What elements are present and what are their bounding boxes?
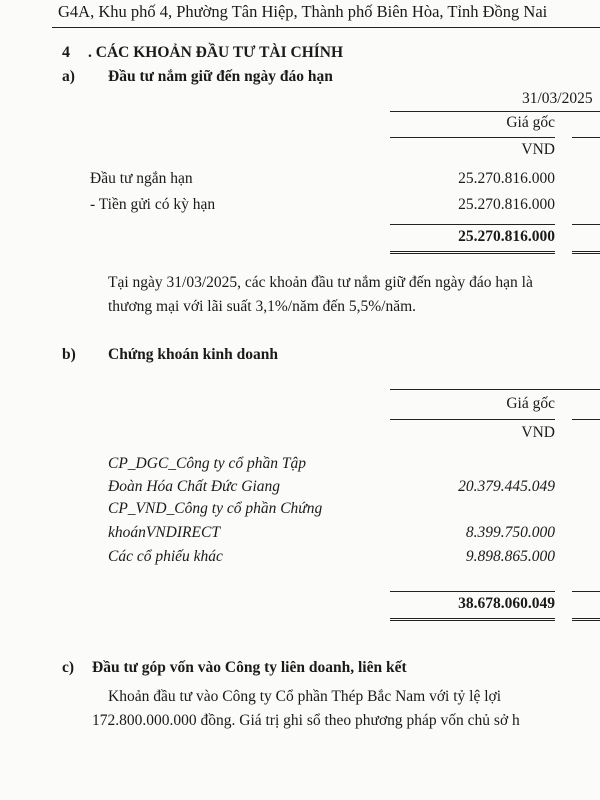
table-a-date-header: 31/03/2025: [522, 90, 593, 107]
table-a-note-line: thương mại với lãi suất 3,1%/năm đến 5,5%/năm.: [108, 298, 417, 315]
table-b-total-rule-next: [572, 591, 600, 592]
table-b-row-value: 20.379.445.049: [458, 478, 555, 495]
subsection-c-label: c): [62, 659, 75, 676]
subsection-c-title: Đầu tư góp vốn vào Công ty liên doanh, liên kết: [92, 659, 407, 676]
table-a-col-header: Giá gốc: [506, 114, 555, 131]
subsection-b-label: b): [62, 346, 76, 363]
table-b-row-label: Đoàn Hóa Chất Đức Giang: [108, 478, 281, 495]
table-b-row-label: CP_DGC_Công ty cổ phần Tập: [108, 455, 307, 472]
table-a-total-rule-next: [572, 224, 600, 225]
subsection-a-title: Đầu tư nắm giữ đến ngày đáo hạn: [108, 68, 333, 85]
table-a-top-rule: [390, 111, 600, 112]
table-a-unit: VND: [521, 141, 555, 158]
table-b-total: 38.678.060.049: [458, 595, 555, 612]
table-b-header-rule: [390, 419, 555, 420]
table-a-total-rule: [390, 224, 555, 225]
table-a-row-label: Đầu tư ngắn hạn: [90, 170, 193, 187]
table-b-row-label: Các cổ phiếu khác: [108, 548, 223, 565]
table-b-unit: VND: [521, 424, 555, 441]
table-a-total: 25.270.816.000: [458, 228, 555, 245]
table-a-note-line: Tại ngày 31/03/2025, các khoản đầu tư nắm giữ đến ngày đáo hạn là: [108, 274, 533, 291]
page-header-address: G4A, Khu phố 4, Phường Tân Hiệp, Thành phố Biên Hòa, Tỉnh Đồng Nai: [58, 2, 548, 21]
table-a-total-double-rule: [390, 251, 555, 254]
table-a-row-label: - Tiền gửi có kỳ hạn: [90, 196, 216, 213]
table-b-row-label: CP_VND_Công ty cổ phần Chứng: [108, 500, 323, 517]
section-number: 4: [62, 44, 70, 61]
table-b-top-rule: [390, 389, 600, 390]
table-a-row-value: 25.270.816.000: [458, 170, 555, 187]
table-b-header-rule-next: [572, 419, 600, 420]
subsection-c-paragraph-line: 172.800.000.000 đồng. Giá trị ghi sổ theo phương pháp vốn chủ sở h: [92, 712, 520, 729]
table-b-col-header: Giá gốc: [506, 395, 555, 412]
section-title: . CÁC KHOẢN ĐẦU TƯ TÀI CHÍNH: [88, 44, 344, 61]
header-rule: [52, 27, 600, 28]
table-a-header-rule: [390, 137, 555, 138]
table-b-row-value: 8.399.750.000: [465, 524, 555, 541]
subsection-c-paragraph-line: Khoản đầu tư vào Công ty Cổ phần Thép Bắc Nam với tỷ lệ lợi: [108, 688, 502, 705]
subsection-b-title: Chứng khoán kinh doanh: [108, 346, 279, 363]
table-b-total-double-rule: [390, 618, 555, 621]
subsection-a-label: a): [62, 68, 75, 85]
table-b-row-label: khoánVNDIRECT: [108, 524, 220, 541]
table-b-total-double-rule-next: [572, 618, 600, 621]
table-b-row-value: 9.898.865.000: [465, 548, 555, 565]
table-a-row-value: 25.270.816.000: [458, 196, 555, 213]
table-a-header-rule-next: [572, 137, 600, 138]
table-a-total-double-rule-next: [572, 251, 600, 254]
table-b-total-rule: [390, 591, 555, 592]
